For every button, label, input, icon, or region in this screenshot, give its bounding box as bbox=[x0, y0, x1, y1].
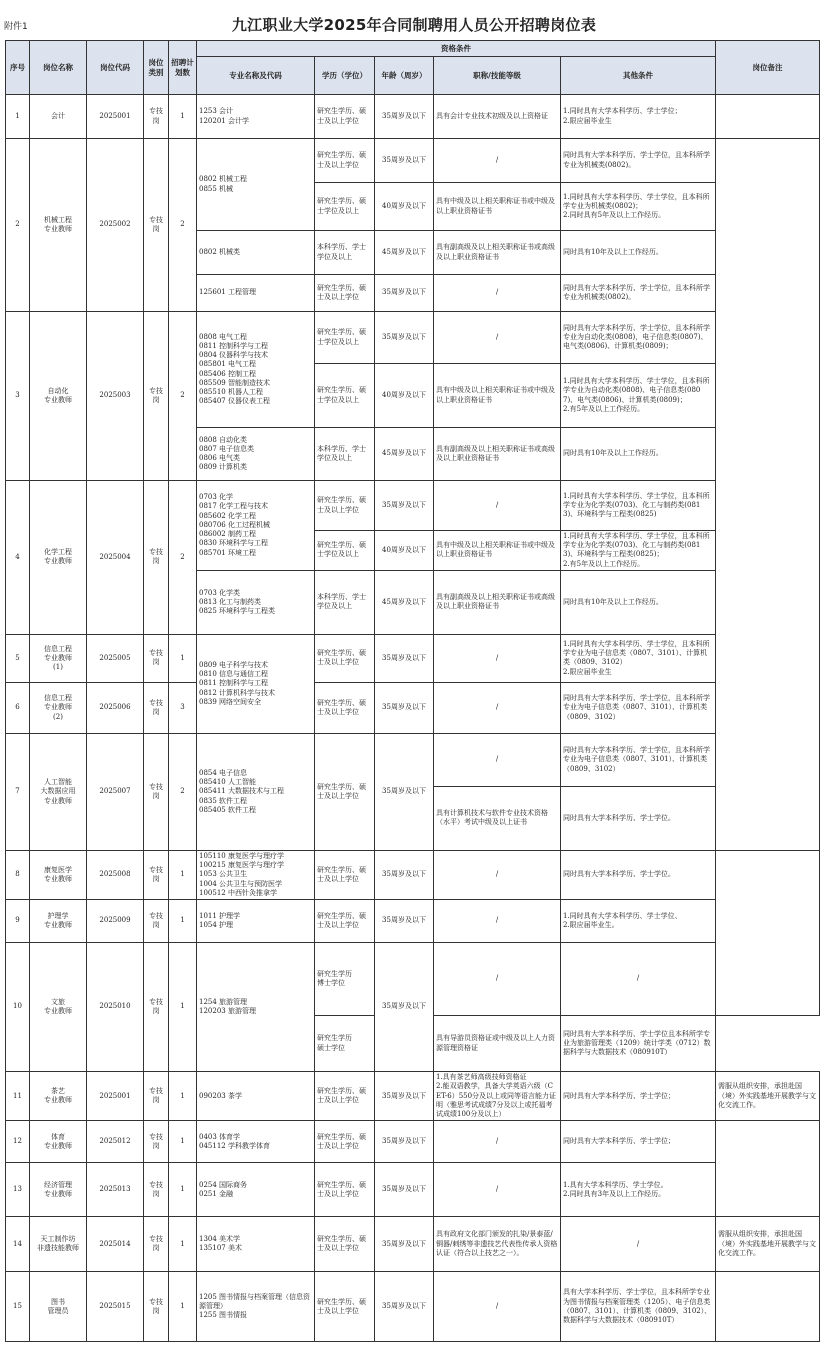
cell-code: 2025001 bbox=[87, 95, 144, 139]
cell-remark bbox=[716, 1121, 820, 1217]
cell-major: 0254 国际商务 0251 金融 bbox=[197, 1163, 315, 1217]
cell-skill: / bbox=[434, 943, 561, 1016]
cell-other: 同时具有10年及以上工作经历。 bbox=[561, 428, 716, 481]
cell-seq: 15 bbox=[6, 1272, 30, 1342]
cell-seq: 4 bbox=[6, 481, 30, 635]
table-row bbox=[6, 850, 820, 899]
cell-age: 40周岁及以下 bbox=[375, 183, 434, 231]
cell-skill: / bbox=[434, 900, 561, 943]
cell-name: 自动化 专业教师 bbox=[30, 312, 87, 481]
cell-age: 35周岁及以下 bbox=[375, 95, 434, 139]
cell-age: 45周岁及以下 bbox=[375, 428, 434, 481]
header-age: 年龄（周岁） bbox=[375, 57, 434, 95]
cell-category: 专技岗 bbox=[144, 312, 169, 481]
cell-category: 专技岗 bbox=[144, 850, 169, 899]
cell-degree: 研究生学历、硕士及以上学位 bbox=[315, 95, 375, 139]
cell-skill: 具有中级及以上相关职称证书或中级及以上职业资格证书 bbox=[434, 531, 561, 571]
cell-seq: 6 bbox=[6, 682, 30, 733]
cell-degree: 研究生学历、硕士及以上学位 bbox=[315, 275, 375, 312]
cell-skill: 具有政府文化部门颁发的扎染/景泰蓝/铜器/刺绣等非遗技艺代表性传承人资格认证（符合以上技艺之一）。 bbox=[434, 1217, 561, 1272]
cell-degree: 研究生学历 博士学位 bbox=[315, 943, 375, 1016]
cell-plan: 2 bbox=[169, 139, 197, 312]
cell-code: 2025014 bbox=[87, 1217, 144, 1272]
cell-degree: 研究生学历、硕士及以上学位 bbox=[315, 733, 375, 850]
cell-seq: 3 bbox=[6, 312, 30, 481]
cell-other: 同时具有大学本科学历、学士学位，且本科所学专业为机械类(0802)。 bbox=[561, 139, 716, 183]
cell-major: 090203 茶学 bbox=[197, 1072, 315, 1121]
cell-name: 茶艺 专业教师 bbox=[30, 1072, 87, 1121]
cell-plan: 1 bbox=[169, 1163, 197, 1217]
header-remark: 岗位备注 bbox=[716, 41, 820, 95]
cell-code: 2025007 bbox=[87, 733, 144, 850]
cell-degree: 本科学历、学士学位及以上 bbox=[315, 428, 375, 481]
cell-age: 35周岁及以下 bbox=[375, 312, 434, 364]
cell-category: 专技岗 bbox=[144, 943, 169, 1072]
cell-age: 35周岁及以下 bbox=[375, 850, 434, 899]
cell-name: 信息工程 专业教师 (2) bbox=[30, 682, 87, 733]
cell-other: / bbox=[561, 1217, 716, 1272]
cell-name: 会计 bbox=[30, 95, 87, 139]
cell-degree: 研究生学历、硕士学位及以上 bbox=[315, 364, 375, 428]
cell-other: 具有大学本科学历、学士学位，且本科所学专业为图书情报与档案管理类（1205）、电子信息类（0807、3101）、计算机类（0809、3102）、数据科学与大数据技术（080910T） bbox=[561, 1272, 716, 1342]
table-row bbox=[6, 1217, 820, 1272]
cell-name: 机械工程 专业教师 bbox=[30, 139, 87, 312]
cell-remark: 需服从组织安排，承担赴国（境）外实践基地开展教学与文化交流工作。 bbox=[716, 1217, 820, 1272]
cell-plan: 1 bbox=[169, 1121, 197, 1163]
table-row bbox=[6, 733, 820, 786]
table-row bbox=[6, 1163, 820, 1217]
cell-major: 105110 康复医学与理疗学 100215 康复医学与理疗学 1053 公共卫生 1004 公共卫生与预防医学 100512 中西针灸推拿学 bbox=[197, 850, 315, 899]
cell-code: 2025006 bbox=[87, 682, 144, 733]
cell-degree: 研究生学历、硕士及以上学位 bbox=[315, 634, 375, 682]
cell-age: 35周岁及以下 bbox=[375, 943, 434, 1072]
cell-name: 天工制作坊 非遗技能教师 bbox=[30, 1217, 87, 1272]
cell-major: 1254 旅游管理 120203 旅游管理 bbox=[197, 943, 315, 1072]
cell-degree: 研究生学历 硕士学位 bbox=[315, 1016, 375, 1072]
cell-plan: 1 bbox=[169, 900, 197, 943]
cell-age: 45周岁及以下 bbox=[375, 570, 434, 634]
table-row bbox=[6, 1072, 820, 1121]
cell-plan: 2 bbox=[169, 733, 197, 850]
cell-major: 125601 工程管理 bbox=[197, 275, 315, 312]
cell-remark bbox=[716, 95, 820, 139]
cell-other: 同时具有大学本科学历、学士学位，且本科所学专业为电子信息类（0807、3101）、计算机类（0809、3102） bbox=[561, 733, 716, 786]
cell-code: 2025012 bbox=[87, 1121, 144, 1163]
cell-major: 1304 美术学 135107 美术 bbox=[197, 1217, 315, 1272]
cell-seq: 2 bbox=[6, 139, 30, 312]
cell-plan: 1 bbox=[169, 850, 197, 899]
cell-code: 2025003 bbox=[87, 312, 144, 481]
cell-major: 1205 图书情报与档案管理（信息资源管理） 1255 图书情报 bbox=[197, 1272, 315, 1342]
cell-skill: 具有导游员资格证或中级及以上人力资源管理资格证 bbox=[434, 1016, 561, 1072]
table-row bbox=[6, 312, 820, 364]
cell-degree: 研究生学历、硕士及以上学位 bbox=[315, 850, 375, 899]
cell-skill: 具有中级及以上相关职称证书或中级及以上职业资格证书 bbox=[434, 183, 561, 231]
cell-remark bbox=[716, 139, 820, 851]
cell-major: 0403 体育学 045112 学科教学体育 bbox=[197, 1121, 315, 1163]
cell-plan: 3 bbox=[169, 682, 197, 733]
cell-major: 1011 护理学 1054 护理 bbox=[197, 900, 315, 943]
cell-seq: 7 bbox=[6, 733, 30, 850]
cell-skill: / bbox=[434, 634, 561, 682]
cell-degree: 研究生学历、硕士及以上学位 bbox=[315, 481, 375, 531]
cell-plan: 2 bbox=[169, 481, 197, 635]
cell-plan: 1 bbox=[169, 943, 197, 1072]
cell-other: 同时具有大学本科学历、学士学位； bbox=[561, 1072, 716, 1121]
cell-category: 专技岗 bbox=[144, 481, 169, 635]
cell-other: 同时具有大学本科学历、学士学位； bbox=[561, 1121, 716, 1163]
cell-skill: 具有计算机技术与软件专业技术资格（水平）考试中级及以上证书 bbox=[434, 786, 561, 850]
table-row bbox=[6, 95, 820, 139]
cell-other: 1.同时具有大学本科学历、学士学位，且本科所学专业为自动化类(0808)、电子信息类(0807)、电气类(0806)、计算机类(0809)； 2.有5年及以上工作经历。 bbox=[561, 364, 716, 428]
cell-code: 2025009 bbox=[87, 900, 144, 943]
cell-category: 专技岗 bbox=[144, 1272, 169, 1342]
cell-code: 2025004 bbox=[87, 481, 144, 635]
cell-other: 1.同时具有大学本科学历、学士学位，且本科所学专业为化学类(0703)、化工与制药类(0813)、环境科学与工程类(0825) bbox=[561, 481, 716, 531]
cell-skill: / bbox=[434, 312, 561, 364]
cell-remark bbox=[716, 1272, 820, 1342]
cell-skill: 具有中级及以上相关职称证书或中级及以上职业资格证书 bbox=[434, 364, 561, 428]
header-title-skill: 职称/技能等级 bbox=[434, 57, 561, 95]
cell-major: 0703 化学 0817 化学工程与技术 085602 化学工程 080706 化工过程机械 086002 制药工程 0830 环境科学与工程 085701 环境工程 bbox=[197, 481, 315, 571]
table-row bbox=[6, 900, 820, 943]
cell-major: 0808 电气工程 0811 控制科学与工程 0804 仪器科学与技术 085801 电气工程 085406 控制工程 085509 智能制造技术 085510 机器人工程 085407 仪器仪表工程 bbox=[197, 312, 315, 428]
cell-skill: / bbox=[434, 139, 561, 183]
cell-seq: 14 bbox=[6, 1217, 30, 1272]
cell-other: 1.同时具有大学本科学历、学士学位、 2.限应届毕业生。 bbox=[561, 900, 716, 943]
cell-code: 2025005 bbox=[87, 634, 144, 682]
table-row bbox=[6, 1272, 820, 1342]
cell-age: 35周岁及以下 bbox=[375, 1163, 434, 1217]
cell-degree: 研究生学历、硕士及以上学位 bbox=[315, 1272, 375, 1342]
cell-category: 专技岗 bbox=[144, 1072, 169, 1121]
cell-age: 35周岁及以下 bbox=[375, 1072, 434, 1121]
table-row bbox=[6, 481, 820, 531]
cell-skill: 具有副高级及以上相关职称证书或高级及以上职业资格证书 bbox=[434, 570, 561, 634]
cell-major: 0809 电子科学与技术 0810 信息与通信工程 0811 控制科学与工程 0812 计算机科学与技术 0839 网络空间安全 bbox=[197, 634, 315, 733]
cell-skill: / bbox=[434, 733, 561, 786]
cell-code: 2025002 bbox=[87, 139, 144, 312]
cell-major: 0703 化学类 0813 化工与制药类 0825 环境科学与工程类 bbox=[197, 570, 315, 634]
cell-other: 1.具有大学本科学历、学士学位。 2.同时具有3年及以上工作经历。 bbox=[561, 1163, 716, 1217]
cell-category: 专技岗 bbox=[144, 733, 169, 850]
cell-name: 人工智能 大数据应用 专业教师 bbox=[30, 733, 87, 850]
header-category: 岗位类别 bbox=[144, 41, 169, 95]
cell-skill: 具有副高级及以上相关职称证书或高级及以上职业资格证书 bbox=[434, 428, 561, 481]
cell-name: 图书 管理员 bbox=[30, 1272, 87, 1342]
cell-category: 专技岗 bbox=[144, 1217, 169, 1272]
cell-skill: 具有副高级及以上相关职称证书或高级及以上职业资格证书 bbox=[434, 231, 561, 275]
cell-major: 0802 机械工程 0855 机械 bbox=[197, 139, 315, 231]
cell-age: 35周岁及以下 bbox=[375, 682, 434, 733]
cell-category: 专技岗 bbox=[144, 1121, 169, 1163]
cell-seq: 13 bbox=[6, 1163, 30, 1217]
cell-remark: 需服从组织安排，承担赴国（境）外实践基地开展教学与文化交流工作。 bbox=[716, 1072, 820, 1121]
header-degree: 学历（学位） bbox=[315, 57, 375, 95]
cell-code: 2025013 bbox=[87, 1163, 144, 1217]
recruitment-table bbox=[5, 40, 820, 1342]
cell-age: 35周岁及以下 bbox=[375, 1121, 434, 1163]
header-plan: 招聘计划数 bbox=[169, 41, 197, 95]
cell-degree: 本科学历、学士学位及以上 bbox=[315, 570, 375, 634]
cell-name: 文旅 专业教师 bbox=[30, 943, 87, 1072]
header-qualification: 资格条件 bbox=[197, 41, 716, 57]
cell-degree: 研究生学历、硕士及以上学位 bbox=[315, 1121, 375, 1163]
cell-other: 同时具有大学本科学历、学士学位。 bbox=[561, 850, 716, 899]
table-row bbox=[6, 634, 820, 682]
cell-plan: 1 bbox=[169, 1217, 197, 1272]
cell-other: 同时具有10年及以上工作经历。 bbox=[561, 570, 716, 634]
cell-degree: 研究生学历、硕士及以上学位 bbox=[315, 682, 375, 733]
cell-skill: / bbox=[434, 275, 561, 312]
cell-major: 0808 自动化类 0807 电子信息类 0806 电气类 0809 计算机类 bbox=[197, 428, 315, 481]
cell-seq: 11 bbox=[6, 1072, 30, 1121]
attachment-label: 附件1 bbox=[4, 22, 28, 32]
cell-age: 35周岁及以下 bbox=[375, 275, 434, 312]
table-row bbox=[6, 139, 820, 183]
cell-other: 同时具有大学本科学历、学士学位，且本科所学专业为自动化类(0808)，电子信息类(0807)、电气类(0806)、计算机类(0809)； bbox=[561, 312, 716, 364]
cell-name: 经济管理 专业教师 bbox=[30, 1163, 87, 1217]
cell-name: 康复医学 专业教师 bbox=[30, 850, 87, 899]
cell-remark bbox=[716, 850, 820, 1015]
cell-age: 40周岁及以下 bbox=[375, 531, 434, 571]
cell-plan: 2 bbox=[169, 312, 197, 481]
table-row bbox=[6, 682, 820, 733]
header-major: 专业名称及代码 bbox=[197, 57, 315, 95]
header-other: 其他条件 bbox=[561, 57, 716, 95]
header-code: 岗位代码 bbox=[87, 41, 144, 95]
cell-age: 35周岁及以下 bbox=[375, 1217, 434, 1272]
cell-degree: 本科学历、学士学位及以上 bbox=[315, 231, 375, 275]
cell-code: 2025008 bbox=[87, 850, 144, 899]
cell-skill: / bbox=[434, 1272, 561, 1342]
cell-age: 40周岁及以下 bbox=[375, 364, 434, 428]
cell-category: 专技岗 bbox=[144, 95, 169, 139]
cell-plan: 1 bbox=[169, 95, 197, 139]
cell-name: 信息工程 专业教师 (1) bbox=[30, 634, 87, 682]
cell-skill: / bbox=[434, 682, 561, 733]
cell-major: 1253 会计 120201 会计学 bbox=[197, 95, 315, 139]
cell-age: 35周岁及以下 bbox=[375, 900, 434, 943]
cell-code: 2025015 bbox=[87, 1272, 144, 1342]
cell-age: 35周岁及以下 bbox=[375, 634, 434, 682]
cell-degree: 研究生学历、硕士及以上学位 bbox=[315, 900, 375, 943]
cell-major: 0802 机械类 bbox=[197, 231, 315, 275]
cell-age: 35周岁及以下 bbox=[375, 139, 434, 183]
cell-major: 0854 电子信息 085410 人工智能 085411 大数据技术与工程 0835 软件工程 085405 软件工程 bbox=[197, 733, 315, 850]
cell-other: 同时具有大学本科学历、学士学位，且本科所学专业为机械类(0802)。 bbox=[561, 275, 716, 312]
cell-other: 同时具有10年及以上工作经历。 bbox=[561, 231, 716, 275]
cell-seq: 10 bbox=[6, 943, 30, 1072]
cell-other: 1.同时具有大学本科学历、学士学位； 2.限应届毕业生 bbox=[561, 95, 716, 139]
cell-category: 专技岗 bbox=[144, 1163, 169, 1217]
cell-degree: 研究生学历、硕士学位及以上 bbox=[315, 531, 375, 571]
cell-code: 2025010 bbox=[87, 943, 144, 1072]
cell-other: 1.同时具有大学本科学历、学士学位，且本科所学专业为电子信息类（0807、3101）、计算机类（0809、3102） 2.限应届毕业生 bbox=[561, 634, 716, 682]
cell-skill: 1.具有茶艺师高级技师资格证 2.能双语教学，具备大学英语六级（CET-6）550分及以上或同等语言能力证明（雅思考试成绩7分及以上或托福考试成绩100分及以上） bbox=[434, 1072, 561, 1121]
cell-seq: 8 bbox=[6, 850, 30, 899]
cell-degree: 研究生学历、硕士及以上学位 bbox=[315, 1217, 375, 1272]
cell-code: 2025001 bbox=[87, 1072, 144, 1121]
cell-degree: 研究生学历、硕士及以上学位 bbox=[315, 139, 375, 183]
cell-seq: 12 bbox=[6, 1121, 30, 1163]
cell-age: 35周岁及以下 bbox=[375, 733, 434, 850]
cell-age: 45周岁及以下 bbox=[375, 231, 434, 275]
cell-other: 1.同时具有大学本科学历、学士学位，且本科所学专业为化学类(0703)、化工与制药类(0813)、环境科学与工程类(0825)； 2.有5年及以上工作经历。 bbox=[561, 531, 716, 571]
header-seq: 序号 bbox=[6, 41, 30, 95]
cell-skill: / bbox=[434, 1121, 561, 1163]
cell-skill: / bbox=[434, 1163, 561, 1217]
cell-degree: 研究生学历、硕士及以上学位 bbox=[315, 1072, 375, 1121]
cell-seq: 1 bbox=[6, 95, 30, 139]
cell-name: 护理学 专业教师 bbox=[30, 900, 87, 943]
cell-plan: 1 bbox=[169, 634, 197, 682]
cell-other: 同时具有大学本科学历、学士学位。 bbox=[561, 786, 716, 850]
cell-category: 专技岗 bbox=[144, 682, 169, 733]
header-name: 岗位名称 bbox=[30, 41, 87, 95]
cell-age: 35周岁及以下 bbox=[375, 1272, 434, 1342]
cell-other: / bbox=[561, 943, 716, 1016]
cell-plan: 1 bbox=[169, 1072, 197, 1121]
cell-category: 专技岗 bbox=[144, 634, 169, 682]
cell-category: 专技岗 bbox=[144, 139, 169, 312]
page-title: 九江职业大学2025年合同制聘用人员公开招聘岗位表 bbox=[231, 16, 597, 34]
cell-age: 35周岁及以下 bbox=[375, 481, 434, 531]
cell-other: 同时具有大学本科学历、学士学位且本科所学专业为旅游管理类（1209）统计学类（0712）数据科学与大数据技术（080910T） bbox=[561, 1016, 716, 1072]
cell-skill: 具有会计专业技术初级及以上资格证 bbox=[434, 95, 561, 139]
cell-name: 体育 专业教师 bbox=[30, 1121, 87, 1163]
cell-other: 同时具有大学本科学历、学士学位，且本科所学专业为电子信息类（0807、3101）、计算机类（0809、3102） bbox=[561, 682, 716, 733]
cell-category: 专技岗 bbox=[144, 900, 169, 943]
cell-degree: 研究生学历、硕士及以上学位 bbox=[315, 1163, 375, 1217]
table-row bbox=[6, 943, 820, 1016]
cell-other: 1.同时具有大学本科学历、学士学位，且本科所学专业为机械类(0802)； 2.同时具有5年及以上工作经历。 bbox=[561, 183, 716, 231]
cell-degree: 研究生学历、硕士学位及以上 bbox=[315, 183, 375, 231]
cell-plan: 1 bbox=[169, 1272, 197, 1342]
cell-skill: / bbox=[434, 481, 561, 531]
cell-name: 化学工程 专业教师 bbox=[30, 481, 87, 635]
cell-seq: 9 bbox=[6, 900, 30, 943]
table-body bbox=[6, 95, 820, 1342]
cell-degree: 研究生学历、硕士学位及以上 bbox=[315, 312, 375, 364]
table-row bbox=[6, 1121, 820, 1163]
cell-skill: / bbox=[434, 850, 561, 899]
cell-seq: 5 bbox=[6, 634, 30, 682]
